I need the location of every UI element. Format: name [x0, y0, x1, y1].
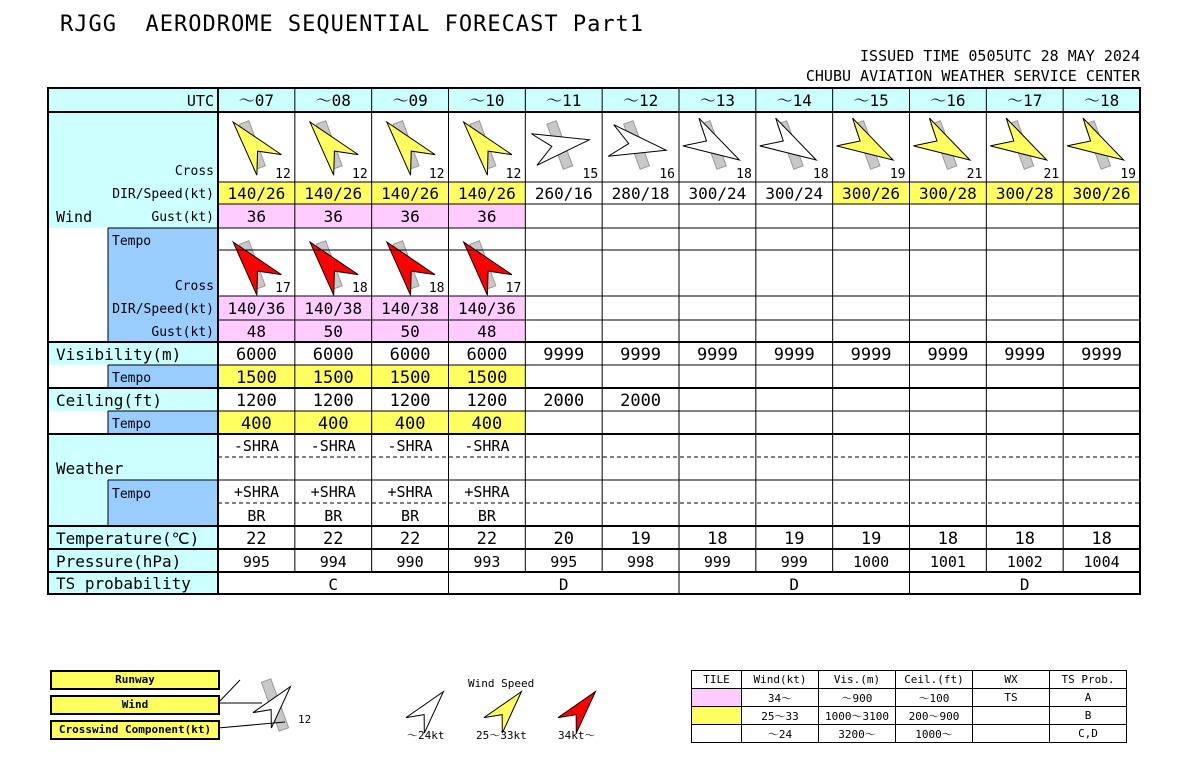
utc-hour-label: ～16 — [930, 91, 966, 110]
legend-arrow-shape — [558, 684, 605, 733]
ceiling-tempo-value: 400 — [241, 414, 272, 434]
ts-probability-value: D — [558, 575, 569, 594]
tempo-dirspeed-value: 140/38 — [381, 299, 439, 318]
key-cell: A — [1050, 689, 1127, 707]
visibility-tempo-value: 1500 — [235, 368, 277, 388]
wind-arrow-icon — [608, 121, 669, 170]
utc-hour-label: ～12 — [622, 91, 659, 110]
weather-value: -SHRA — [387, 437, 433, 455]
tempo-gust-value: 48 — [246, 322, 267, 341]
temperature-value: 18 — [1091, 529, 1112, 549]
cross-value: 12 — [275, 167, 291, 182]
utc-label: UTC — [186, 92, 214, 110]
key-header-ceil: Ceil.(ft) — [896, 671, 973, 689]
key-table-row — [692, 725, 1127, 743]
legend-sample-cross-value: 12 — [298, 713, 312, 726]
legend-runway-label: Runway — [50, 670, 220, 690]
key-cell: ～24 — [742, 725, 819, 743]
gust-value: 36 — [246, 207, 267, 226]
key-header-ts: TS Prob. — [1050, 671, 1127, 689]
key-table-row — [692, 707, 1127, 725]
key-header-wind: Wind(kt) — [742, 671, 819, 689]
wind-arrow-shape — [221, 112, 282, 175]
utc-hour-label: ～07 — [238, 91, 275, 110]
key-tile-yellow — [692, 707, 742, 725]
cross-value: 12 — [428, 167, 445, 182]
ceiling-value: 2000 — [620, 391, 662, 411]
utc-hour-label: ～17 — [1007, 91, 1043, 110]
temperature-value: 22 — [323, 529, 344, 549]
tempo-label: Tempo — [112, 371, 152, 386]
legend-wind-label: Wind — [50, 695, 220, 715]
cross-value: 16 — [659, 167, 675, 182]
legend-arrow-shape — [484, 684, 531, 733]
ts-probability-value: D — [789, 575, 800, 594]
tempo-wind-arrow-icon — [375, 232, 436, 295]
cross-value: 18 — [736, 167, 752, 182]
temperature-value: 18 — [1014, 529, 1035, 549]
tempo-gust-value: 50 — [323, 322, 343, 341]
ceiling-value: 1200 — [466, 391, 508, 411]
pressure-value: 999 — [780, 553, 808, 571]
pressure-value: 1002 — [1006, 553, 1043, 571]
dirspeed-value: 300/24 — [765, 184, 824, 203]
visibility-value: 9999 — [1081, 345, 1123, 365]
wind-speed-mid-label: 25～33kt — [476, 729, 527, 742]
visibility-value: 9999 — [773, 345, 815, 365]
key-cell: C,D — [1050, 725, 1127, 743]
key-cell: ～900 — [819, 689, 896, 707]
utc-hour-label: ～11 — [546, 91, 582, 110]
pressure-value: 994 — [319, 553, 347, 571]
ts-probability-label: TS probability — [56, 574, 191, 593]
pressure-value: 1000 — [853, 553, 890, 571]
pressure-value: 1001 — [929, 553, 966, 571]
pressure-label: Pressure(hPa) — [56, 552, 182, 571]
wind-arrow-icon — [375, 112, 436, 175]
key-cell: 1000～ — [896, 725, 973, 743]
weather-value: -SHRA — [233, 437, 279, 455]
key-cell: 25～33 — [742, 707, 819, 725]
wind-speed-low-label: ～24kt — [407, 729, 445, 742]
visibility-tempo-value: 1500 — [312, 368, 354, 388]
key-cell: B — [1050, 707, 1127, 725]
weather-tempo-value: BR — [401, 507, 420, 525]
tempo-cross-value: 17 — [275, 281, 291, 296]
key-cell: 200～900 — [896, 707, 973, 725]
wind-speed-high-icon — [558, 684, 605, 733]
wind-speed-title: Wind Speed — [468, 677, 535, 690]
visibility-value: 6000 — [466, 345, 508, 365]
weather-tempo-value: BR — [247, 507, 266, 525]
ceiling-tempo-value: 400 — [317, 414, 349, 434]
dirspeed-value: 140/26 — [381, 184, 439, 203]
tempo-dirspeed-value: 140/36 — [227, 299, 286, 318]
wind-arrow-icon — [837, 118, 901, 174]
wind-arrow-icon — [451, 112, 512, 175]
wind-arrow-shape — [298, 232, 359, 295]
cross-label: Cross — [174, 279, 214, 294]
cross-value: 21 — [966, 167, 983, 182]
ceiling-value: 1200 — [235, 391, 277, 411]
tempo-cross-value: 18 — [428, 281, 445, 296]
cross-value: 21 — [1043, 167, 1060, 182]
wind-label: Wind — [56, 208, 93, 226]
weather-tempo-value: +SHRA — [233, 483, 279, 501]
dirspeed-value: 300/28 — [919, 184, 977, 203]
legend-arrow-shape — [406, 684, 453, 733]
cross-value: 18 — [813, 167, 829, 182]
utc-hour-label: ～09 — [392, 91, 428, 110]
dirspeed-value: 140/26 — [304, 184, 363, 203]
key-header-wx: WX — [973, 671, 1050, 689]
temperature-value: 20 — [553, 529, 574, 549]
dirspeed-value: 300/26 — [842, 184, 900, 203]
weather-tempo-value: BR — [477, 507, 496, 525]
utc-hour-label: ～10 — [469, 91, 505, 110]
tempo-wind-arrow-icon — [298, 232, 359, 295]
cross-value: 19 — [1120, 167, 1136, 182]
gust-value: 36 — [477, 207, 497, 226]
key-cell: 34～ — [742, 689, 819, 707]
wind-arrow-shape — [375, 232, 436, 295]
cross-value: 12 — [352, 167, 368, 182]
key-table-header-row — [692, 671, 1127, 689]
wind-arrow-shape — [375, 112, 436, 175]
dirspeed-value: 300/26 — [1072, 184, 1131, 203]
temperature-value: 18 — [937, 529, 959, 549]
key-cell: 3200～ — [819, 725, 896, 743]
pressure-value: 990 — [396, 553, 424, 571]
wind-arrow-icon — [913, 118, 977, 174]
visibility-value: 9999 — [696, 345, 738, 365]
tempo-gust-value: 48 — [477, 322, 497, 341]
dirspeed-value: 280/18 — [611, 184, 670, 203]
tempo-label: Tempo — [112, 417, 152, 432]
visibility-value: 9999 — [543, 345, 585, 365]
gust-value: 36 — [400, 207, 420, 226]
pressure-value: 1004 — [1083, 553, 1120, 571]
ceiling-value: 1200 — [389, 391, 431, 411]
dirspeed-value: 300/24 — [688, 184, 747, 203]
weather-tempo-value: +SHRA — [387, 483, 433, 501]
wind-arrow-icon — [1067, 118, 1131, 174]
legend-sample-arrow-icon — [253, 679, 300, 731]
key-cell — [973, 725, 1050, 743]
utc-hour-label: ～14 — [776, 91, 812, 110]
visibility-value: 9999 — [1004, 345, 1046, 365]
key-cell — [973, 707, 1050, 725]
weather-value: -SHRA — [464, 437, 510, 455]
weather-tempo-value: BR — [324, 507, 343, 525]
pressure-value: 993 — [473, 553, 501, 571]
key-header-tile: TILE — [692, 671, 742, 689]
dirspeed-value: 260/16 — [534, 184, 593, 203]
ceiling-tempo-value: 400 — [394, 414, 426, 434]
pressure-value: 999 — [703, 553, 731, 571]
key-cell: 1000～3100 — [819, 707, 896, 725]
utc-hour-label: ～18 — [1083, 91, 1120, 110]
wind-arrow-shape — [298, 112, 359, 175]
key-cell: TS — [973, 689, 1050, 707]
temperature-value: 22 — [399, 529, 421, 549]
weather-tempo-value: +SHRA — [464, 483, 510, 501]
visibility-value: 9999 — [620, 345, 662, 365]
tempo-dirspeed-value: 140/38 — [304, 299, 363, 318]
tempo-dirspeed-value: 140/36 — [458, 299, 516, 318]
temperature-label: Temperature(℃) — [56, 529, 200, 548]
wind-arrow-icon — [531, 121, 592, 170]
tempo-wind-arrow-icon — [221, 232, 282, 295]
visibility-tempo-value: 1500 — [466, 368, 508, 388]
ceiling-value: 1200 — [312, 391, 354, 411]
key-cell: ～100 — [896, 689, 973, 707]
ts-probability-value: D — [1019, 575, 1030, 594]
legend-pointer-line — [218, 680, 240, 703]
wind-speed-high-label: 34kt～ — [558, 729, 596, 742]
weather-tempo-value: +SHRA — [310, 483, 356, 501]
cross-value: 15 — [582, 167, 599, 182]
utc-hour-label: ～08 — [315, 91, 351, 110]
cross-value: 12 — [505, 167, 522, 182]
temperature-value: 19 — [784, 529, 805, 549]
legend-key-table — [691, 670, 1127, 743]
wind-arrow-icon — [990, 118, 1054, 174]
issuing-center: CHUBU AVIATION WEATHER SERVICE CENTER — [805, 67, 1140, 85]
key-tile-pink — [692, 689, 742, 707]
visibility-value: 9999 — [927, 345, 969, 365]
issued-time: ISSUED TIME 0505UTC 28 MAY 2024 — [860, 47, 1140, 65]
visibility-tempo-value: 1500 — [389, 368, 431, 388]
tempo-cross-value: 18 — [352, 281, 368, 296]
legend-crosswind-label: Crosswind Component(kt) — [50, 720, 220, 740]
temperature-value: 18 — [707, 529, 728, 549]
weather-label: Weather — [56, 459, 124, 478]
temperature-value: 19 — [860, 529, 882, 549]
temperature-value: 19 — [630, 529, 651, 549]
visibility-label: Visibility(m) — [56, 345, 182, 364]
dirspeed-value: 140/26 — [227, 184, 286, 203]
tempo-wind-arrow-icon — [451, 232, 512, 295]
wind-speed-low-icon — [406, 684, 453, 733]
pressure-value: 998 — [627, 553, 655, 571]
dirspeed-value: 140/26 — [458, 184, 516, 203]
visibility-value: 6000 — [389, 345, 431, 365]
ceiling-label: Ceiling(ft) — [56, 391, 162, 410]
wind-speed-mid-icon — [484, 684, 531, 733]
cross-label: Cross — [174, 164, 214, 179]
gust-label: Gust(kt) — [151, 325, 214, 340]
tempo-gust-value: 50 — [400, 322, 420, 341]
wind-arrow-shape — [451, 112, 512, 175]
visibility-value: 6000 — [235, 345, 277, 365]
dirspeed-label: DIR/Speed(kt) — [112, 187, 214, 202]
key-header-vis: Vis.(m) — [819, 671, 896, 689]
page-title: RJGG AERODROME SEQUENTIAL FORECAST Part1 — [60, 12, 645, 37]
wind-arrow-icon — [221, 112, 282, 175]
tempo-label: Tempo — [112, 487, 152, 502]
wind-arrow-shape — [451, 232, 512, 295]
temperature-value: 22 — [476, 529, 498, 549]
wind-arrow-icon — [298, 112, 359, 175]
visibility-value: 9999 — [850, 345, 892, 365]
utc-hour-label: ～15 — [853, 91, 889, 110]
wind-arrow-shape — [221, 232, 282, 295]
ceiling-value: 2000 — [543, 391, 585, 411]
key-tile-white — [692, 725, 742, 743]
legend-pointer-line — [218, 722, 285, 728]
key-table-row — [692, 689, 1127, 707]
cross-value: 19 — [889, 167, 906, 182]
visibility-value: 6000 — [312, 345, 354, 365]
dirspeed-value: 300/28 — [995, 184, 1054, 203]
ceiling-tempo-value: 400 — [471, 414, 503, 434]
pressure-value: 995 — [550, 553, 578, 571]
gust-value: 36 — [323, 207, 343, 226]
tempo-label: Tempo — [112, 234, 152, 249]
wind-arrow-icon — [683, 118, 747, 174]
wind-arrow-icon — [760, 118, 824, 174]
pressure-value: 995 — [242, 553, 270, 571]
gust-label: Gust(kt) — [151, 210, 214, 225]
weather-value: -SHRA — [310, 437, 356, 455]
tempo-cross-value: 17 — [505, 281, 522, 296]
dirspeed-label: DIR/Speed(kt) — [112, 302, 214, 317]
temperature-value: 22 — [246, 529, 267, 549]
utc-hour-label: ～13 — [699, 91, 736, 110]
ts-probability-value: C — [328, 575, 339, 594]
